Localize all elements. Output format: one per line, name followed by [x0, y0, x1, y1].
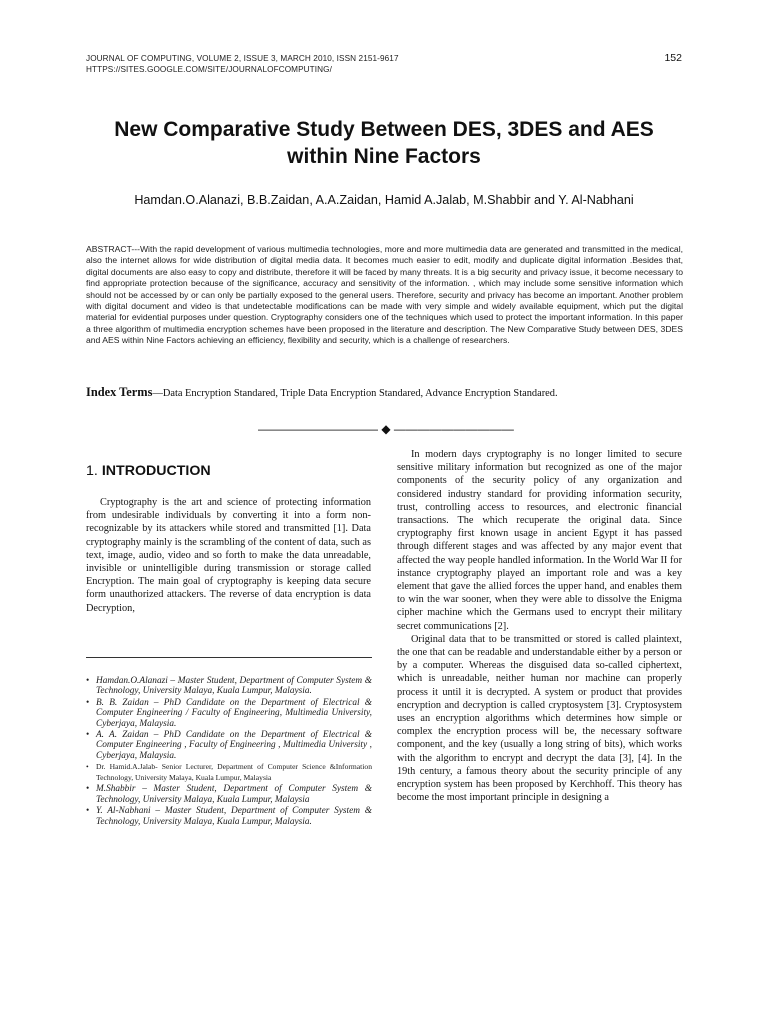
paragraph: Original data that to be transmitted or stored is called plaintext, the one that can be readable and understandable either by a person or by a computer. Whereas the disguised data so-called ciphertext, which is unreadable, neither human nor machine can properly process it until it is decrypted. A system or product that provides encryption and decryption is called cryptosystem [3]. Cryptosystem uses an encryption algorithms which determines how simple or complex the encryption process will be, the necessary software component, and the key (usually a long string of bits), which works with the algorithm to encrypt and decrypt the data [3], [4]. In the 19th century, a famous theory about the security principle of any encryption system has been proposed by Kerchhoff. This theory has become the most important principle in designing a — [397, 633, 682, 804]
bullet-icon: • — [86, 784, 90, 795]
footnote-divider — [86, 657, 372, 658]
bullet-icon: • — [86, 730, 90, 741]
left-column — [86, 496, 371, 615]
abstract: ABSTRACT---With the rapid development of various multimedia technologies, more and more multimedia data are generated and transmitted in the medical, also the internet allows for wide distribution of digital media data. It becomes much easier to edit, modify and duplicate digital information .Besides that, digital documents are also easy to copy and distribute, therefore it will be faced by many threats. It is a big security and privacy issue, it become necessary to find appropriate protection because of the significance, accuracy and sensitivity of the information. , which may include some sensitive information which should not be accessed by or can only be partially exposed to the general users. Therefore, security and privacy has become an important. Another problem with digital document and video is that undetectable modifications can be made with very simple and widely available equipment, which put the digital material for evidential purposes under question. Cryptography considers one of the techniques which used to protect the important information. In this paper a three algorithm of multimedia encryption schemes have been proposed in the literature and description. The New Comparative Study between DES, 3DES and AES within Nine Factors achieving an efficiency, flexibility and security, which is a challenge of researchers. — [86, 244, 683, 346]
paper-title — [86, 116, 682, 170]
index-terms-label: Index Terms — [86, 385, 153, 399]
section-number: 1. — [86, 463, 98, 479]
section-heading — [86, 463, 211, 479]
footnote-item: • Dr. Hamid.A.Jalab- Senior Lecturer, Department of Computer Science &Information Technology, University Malaya, Kuala Lumpur, Malaysia — [86, 762, 372, 782]
title-line-2: within Nine Factors — [287, 145, 481, 168]
journal-header — [86, 54, 686, 75]
bullet-icon: • — [86, 676, 90, 686]
section-title: INTRODUCTION — [101, 463, 211, 479]
title-line-1: New Comparative Study Between DES, 3DES and AES — [114, 118, 654, 141]
footnote-item: • Hamdan.O.Alanazi – Master Student, Department of Computer System & Technology, University Malaya, Kuala Lumpur, Malaysia. — [86, 676, 372, 697]
index-terms — [86, 385, 686, 400]
paragraph: Cryptography is the art and science of protecting information from undesirable individuals by converting it into a form non-recognizable by its attackers while stored and transmitted [1]. Data cryptography mainly is the scrambling of the content of data, such as text, image, audio, video and so forth to make the data unreadable, invisible or unintelligible during transmission or storage called Encryption. The main goal of cryptography is keeping data secure form unauthorized attackers. The reverse of data encryption is data Decryption, — [86, 497, 371, 614]
footnote-item: • A. A. Zaidan – PhD Candidate on the Department of Electrical & Computer Engineering , Faculty of Engineering , Multimedia University , Cyberjaya, Malaysia. — [86, 730, 372, 761]
right-column — [397, 448, 682, 804]
author-footnotes — [86, 676, 372, 828]
paragraph: In modern days cryptography is no longer limited to secure sensitive military information but recognized as one of the major components of the security policy of any organization and considered industry standard for providing information security, trust, controlling access to resources, and electronic financial transactions. The which recuperate the original data. Since cryptography first known usage in ancient Egypt it has passed through different stages and was affected by any major event that affected the way people handled information. In the World War II for instance cryptography played an important role and was a key element that gave the allied forces the upper hand, and enables them to win the war sooner, when they were able to dissolve the Enigma cipher machine which the Germans used to encrypt their military secret communications [2]. — [397, 449, 682, 632]
index-terms-text: —Data Encryption Standared, Triple Data Encryption Standared, Advance Encryption Standared. — [152, 388, 558, 399]
page-number: 152 — [664, 52, 682, 64]
journal-citation: JOURNAL OF COMPUTING, VOLUME 2, ISSUE 3, MARCH 2010, ISSN 2151-9617 — [86, 54, 399, 63]
footnote-item: • B. B. Zaidan – PhD Candidate on the Department of Electrical & Computer Engineering / Faculty of Engineering, Multimedia University, Cyberjaya, Malaysia. — [86, 697, 372, 729]
bullet-icon: • — [86, 697, 90, 708]
bullet-icon: • — [86, 806, 90, 817]
bullet-icon: • — [86, 762, 89, 772]
journal-url: HTTPS://SITES.GOOGLE.COM/SITE/JOURNALOFCOMPUTING/ — [86, 64, 332, 74]
author-list: Hamdan.O.Alanazi, B.B.Zaidan, A.A.Zaidan, Hamid A.Jalab, M.Shabbir and Y. Al-Nabhani — [134, 193, 634, 207]
section-separator: —————————— ◆ —————————— — [258, 422, 514, 436]
footnote-item: • Y. Al-Nabhani – Master Student, Department of Computer System & Technology, University Malaya, Kuala Lumpur, Malaysia. — [86, 806, 372, 827]
footnote-item: • M.Shabbir – Master Student, Department of Computer System & Technology, University Malaya, Kuala Lumpur, Malaysia — [86, 784, 372, 805]
